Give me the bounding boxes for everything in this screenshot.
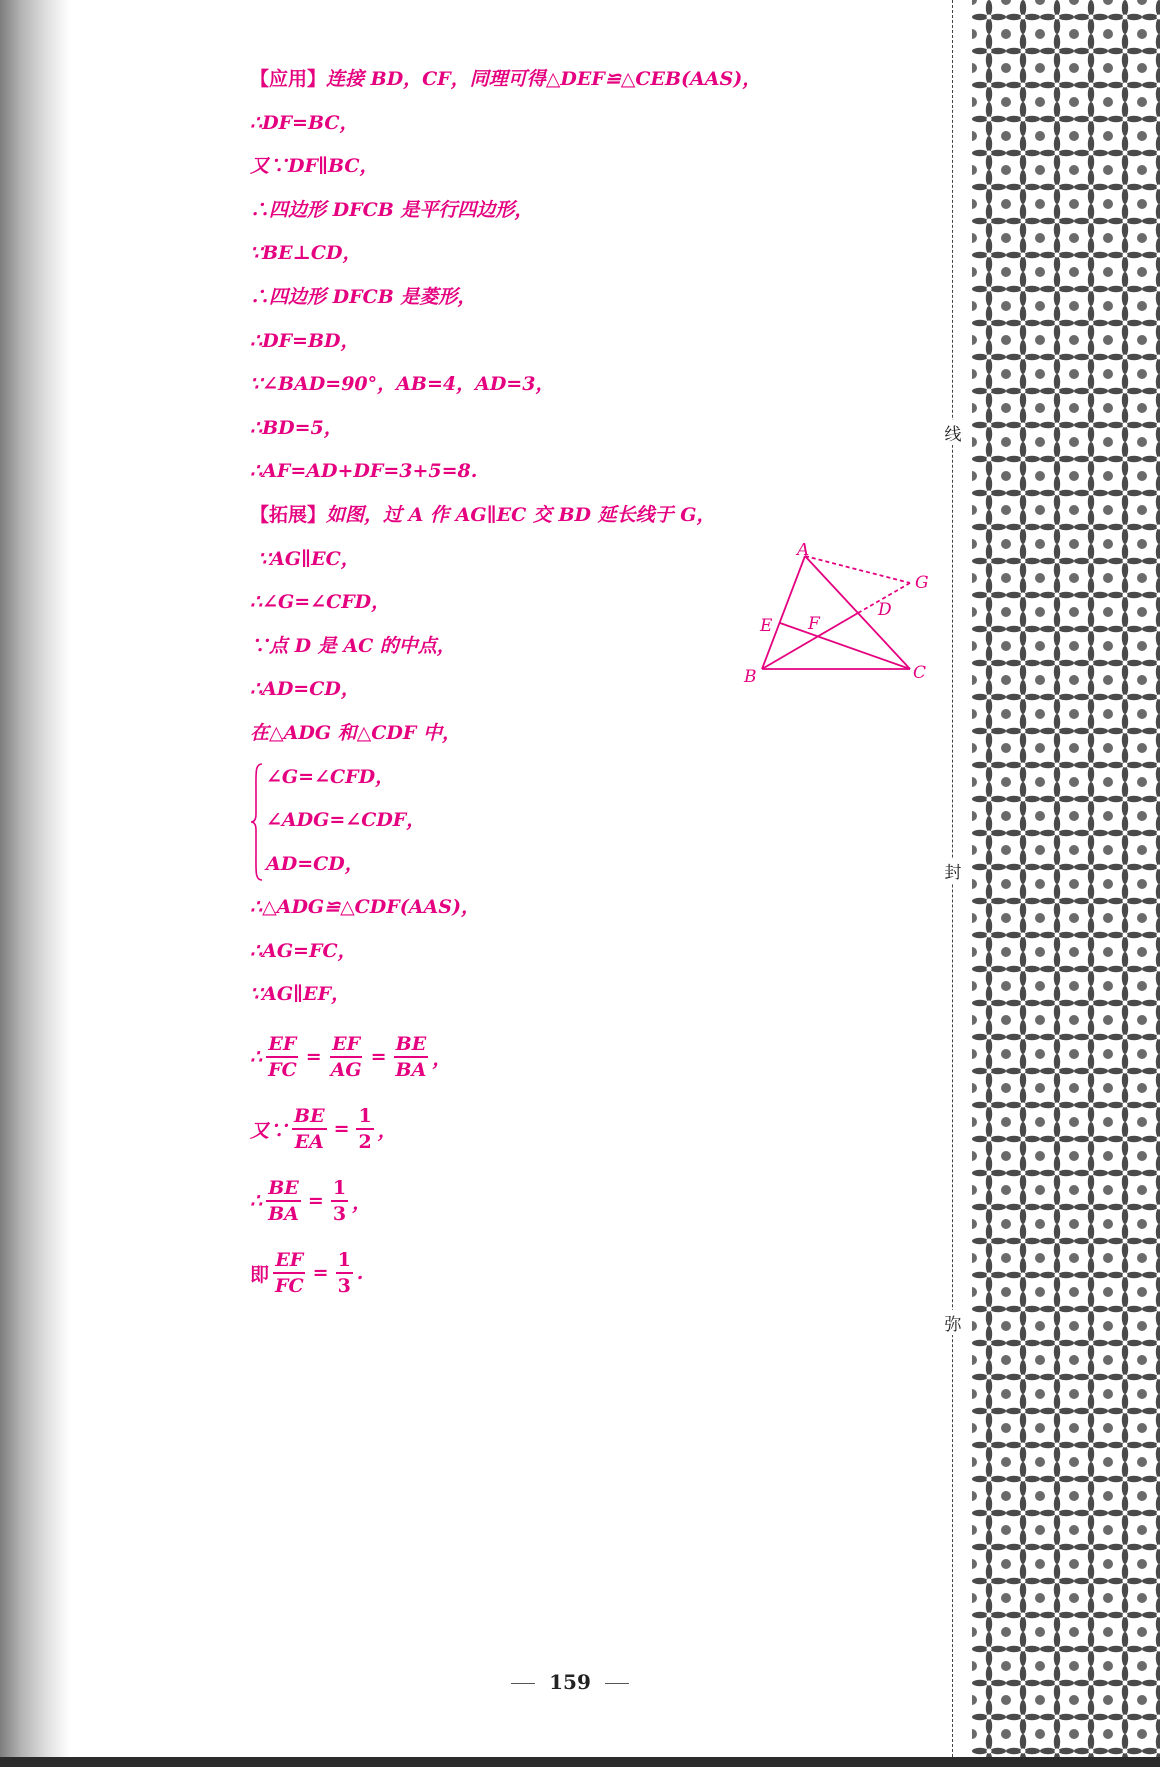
- page-number-dash-left: [511, 1683, 535, 1684]
- apply-line-7: ∴DF=BD，: [250, 329, 360, 352]
- fraction-equation-4: [250, 1237, 810, 1309]
- label-g: G: [915, 573, 929, 593]
- numerator: 1: [331, 1176, 348, 1202]
- equals-sign: =: [333, 1118, 350, 1141]
- fraction-ef-fc: [273, 1248, 306, 1298]
- solution-text: [250, 62, 810, 1309]
- page-number-value: 159: [549, 1670, 591, 1694]
- book-spine-shadow: [0, 0, 70, 1767]
- apply-line-6: ∴四边形 DFCB 是菱形，: [250, 285, 477, 308]
- frac2-prefix: 又∵: [250, 1119, 289, 1142]
- denominator: AG: [330, 1059, 362, 1082]
- numerator: EF: [330, 1032, 362, 1058]
- after-line-3: ∵AG∥EF，: [250, 983, 351, 1006]
- label-d: D: [878, 600, 892, 620]
- fraction-equation-1: [250, 1021, 810, 1093]
- fraction-one-third: [331, 1176, 348, 1226]
- apply-line-5: ∵BE⊥CD，: [250, 242, 362, 265]
- apply-line-8: ∵∠BAD=90°，AB=4，AD=3，: [250, 373, 555, 396]
- fraction-be-ea: [292, 1104, 327, 1154]
- equals-sign: =: [312, 1262, 329, 1285]
- binding-char-mi: 弥: [943, 1310, 963, 1335]
- extend-line-2: ∵AG∥EC，: [258, 547, 360, 570]
- page-number: [470, 1670, 670, 1694]
- after-line-2: ∴AG=FC，: [250, 939, 357, 962]
- after-line-1: ∴△ADG≌△CDF(AAS)，: [250, 896, 480, 919]
- frac3-suffix: ，: [352, 1191, 372, 1214]
- segment-ag: [805, 556, 910, 583]
- binding-char-feng: 封: [943, 858, 963, 883]
- apply-line-2: ∴DF=BC，: [250, 111, 359, 134]
- left-brace: [250, 762, 264, 882]
- apply-line-1: [250, 62, 810, 106]
- equals-sign: =: [305, 1046, 322, 1069]
- frac4-suffix: .: [356, 1262, 364, 1285]
- binding-char-xian: 线: [943, 420, 963, 445]
- label-c: C: [913, 663, 927, 683]
- frac2-suffix: ，: [377, 1119, 397, 1142]
- extend-line-4: ∵点 D 是 AC 的中点，: [250, 634, 456, 657]
- numerator: BE: [292, 1104, 327, 1130]
- page-number-dash-right: [605, 1683, 629, 1684]
- numerator: BE: [394, 1032, 429, 1058]
- fraction-be-ba: [266, 1176, 301, 1226]
- segment-ec: [780, 623, 910, 669]
- frac1-suffix: ，: [432, 1047, 452, 1070]
- extend-text: 如图，过 A 作 AG∥EC 交 BD 延长线于 G，: [326, 503, 716, 526]
- fraction-be-ba: [394, 1032, 429, 1082]
- apply-line-9: ∴BD=5，: [250, 416, 343, 439]
- system-line-1: ∠G=∠CFD，: [266, 765, 395, 788]
- denominator: FC: [268, 1059, 297, 1082]
- label-b: B: [744, 667, 757, 685]
- numerator: BE: [266, 1176, 301, 1202]
- equation-system: [250, 760, 810, 891]
- denominator: FC: [275, 1275, 304, 1298]
- equals-sign: =: [307, 1190, 324, 1213]
- denominator: 3: [332, 1203, 347, 1226]
- label-f: F: [808, 614, 820, 634]
- equals-sign: =: [370, 1046, 387, 1069]
- apply-line-10: ∴AF=AD+DF=3+5=8.: [250, 460, 478, 483]
- fraction-ef-ag: [329, 1032, 364, 1082]
- apply-label: 【应用】: [250, 68, 327, 90]
- triangle-figure: [740, 543, 940, 685]
- segment-ab: [762, 556, 805, 669]
- fraction-equation-2: [250, 1093, 810, 1165]
- numerator: EF: [266, 1032, 298, 1058]
- label-a: A: [797, 543, 810, 560]
- fraction-one-third: [336, 1248, 353, 1298]
- numerator: 1: [336, 1248, 353, 1274]
- numerator: EF: [273, 1248, 305, 1274]
- apply-text: 连接 BD，CF，同理可得△DEF≌△CEB(AAS)，: [326, 68, 762, 90]
- denominator: BA: [268, 1203, 299, 1226]
- bottom-dark-bar: [0, 1757, 1160, 1767]
- label-e: E: [760, 616, 773, 636]
- numerator: 1: [356, 1104, 373, 1130]
- fraction-one-half: [356, 1104, 373, 1154]
- frac3-prefix: ∴: [250, 1190, 263, 1213]
- extend-line-6: 在△ADG 和△CDF 中，: [250, 721, 461, 744]
- apply-line-3: 又∵DF∥BC，: [250, 155, 379, 178]
- extend-label: 【拓展】: [250, 503, 327, 526]
- frac4-prefix: 即: [250, 1263, 270, 1286]
- extend-line-5: ∴AD=CD，: [250, 678, 360, 701]
- extend-line-3: ∴∠G=∠CFD，: [250, 591, 391, 614]
- decorative-pattern-strip: [972, 0, 1160, 1757]
- fraction-ef-fc: [266, 1032, 299, 1082]
- fraction-equation-3: [250, 1165, 810, 1237]
- apply-line-4: ∴四边形 DFCB 是平行四边形，: [250, 198, 534, 221]
- system-line-2: ∠ADG=∠CDF，: [266, 809, 426, 832]
- frac1-prefix: ∴: [250, 1046, 263, 1069]
- denominator: EA: [294, 1131, 324, 1154]
- denominator: 2: [358, 1131, 372, 1154]
- extend-line-1: [250, 498, 810, 542]
- denominator: 3: [337, 1275, 351, 1298]
- system-line-3: AD=CD，: [266, 852, 364, 875]
- denominator: BA: [395, 1059, 427, 1082]
